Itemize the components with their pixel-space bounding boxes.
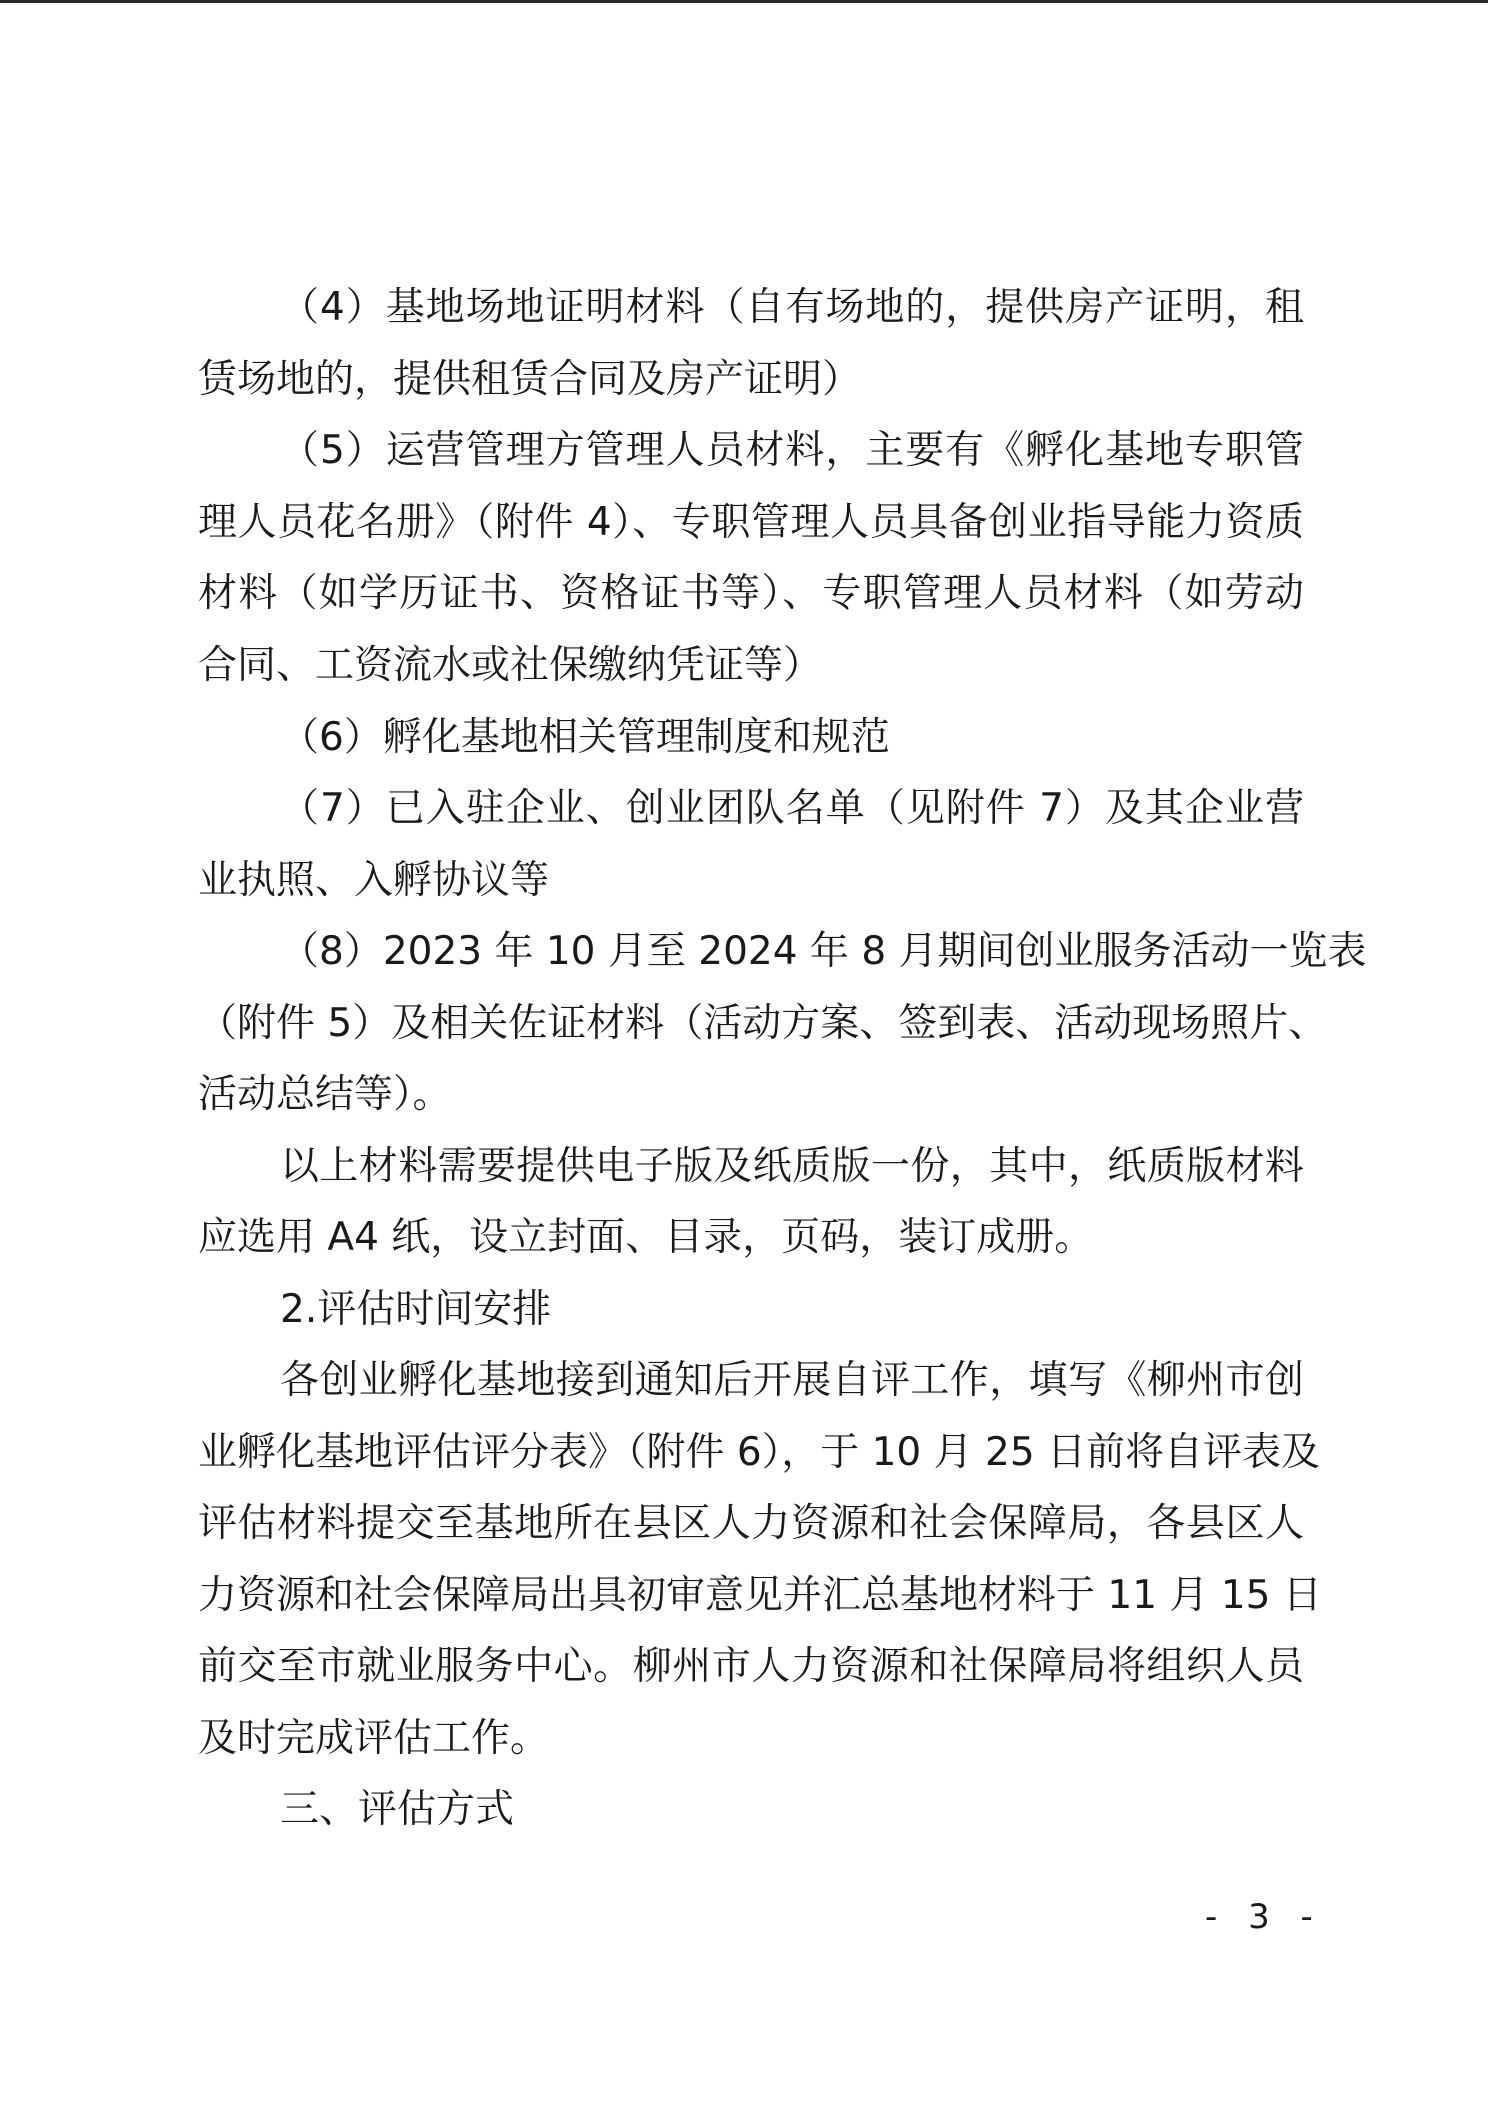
item-7-line-1: （7）已入驻企业、创业团队名单（见附件 7）及其企业营 [280, 786, 1304, 831]
schedule-line-6: 及时完成评估工作。 [198, 1716, 550, 1761]
item-8-line-1: （8）2023 年 10 月至 2024 年 8 月期间创业服务活动一览表 [280, 929, 1367, 974]
item-4-line-2: 赁场地的，提供租赁合同及房产证明） [198, 357, 862, 402]
materials-note-line-2: 应选用 A4 纸，设立封面、目录，页码，装订成册。 [198, 1215, 1094, 1260]
item-6-line-1: （6）孵化基地相关管理制度和规范 [280, 715, 890, 760]
item-8-line-2: （附件 5）及相关佐证材料（活动方案、签到表、活动现场照片、 [198, 1001, 1328, 1046]
schedule-line-5: 前交至市就业服务中心。柳州市人力资源和社保障局将组织人员 [198, 1644, 1304, 1689]
item-5-line-1: （5）运营管理方管理人员材料，主要有《孵化基地专职管 [280, 428, 1304, 473]
schedule-line-2: 业孵化基地评估评分表》（附件 6），于 10 月 25 日前将自评表及 [198, 1430, 1321, 1475]
schedule-line-1: 各创业孵化基地接到通知后开展自评工作，填写《柳州市创 [280, 1358, 1304, 1403]
item-5-line-4: 合同、工资流水或社保缴纳凭证等） [198, 643, 823, 688]
schedule-line-3: 评估材料提交至基地所在县区人力资源和社会保障局，各县区人 [198, 1501, 1304, 1546]
schedule-heading: 2.评估时间安排 [280, 1287, 552, 1332]
item-8-line-3: 活动总结等）。 [198, 1072, 452, 1117]
materials-note-line-1: 以上材料需要提供电子版及纸质版一份，其中，纸质版材料 [280, 1144, 1304, 1189]
section-3-heading: 三、评估方式 [280, 1787, 515, 1832]
item-7-line-2: 业执照、入孵协议等 [198, 858, 550, 903]
item-5-line-2: 理人员花名册》（附件 4）、专职管理人员具备创业指导能力资质 [198, 500, 1304, 545]
item-4-line-1: （4）基地场地证明材料（自有场地的，提供房产证明，租 [280, 285, 1304, 330]
item-5-line-3: 材料（如学历证书、资格证书等）、专职管理人员材料（如劳动 [198, 571, 1304, 616]
schedule-line-4: 力资源和社会保障局出具初审意见并汇总基地材料于 11 月 15 日 [198, 1573, 1322, 1618]
page-number: - 3 - [1205, 1897, 1323, 1937]
